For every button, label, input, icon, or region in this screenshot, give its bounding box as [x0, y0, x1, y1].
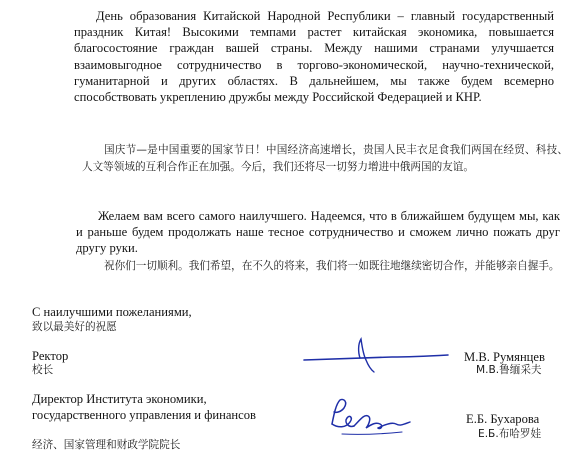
paragraph-wishes-ru: Желаем вам всего самого наилучшего. Надеемся, что в ближайшем будущем мы, как и раньше будем продолжать наше тесное сотрудничество и сможем лично пожать друг другу руки. — [76, 209, 560, 256]
rector-title-zh: 校长 — [32, 364, 54, 376]
closing-ru: С наилучшими пожеланиями, — [32, 305, 192, 319]
rector-signature — [300, 336, 450, 376]
paragraph-wishes-zh: 祝你们一切顺利。我们希望，在不久的将来，我们将一如既往地继续密切合作，并能够亲自握手。 — [104, 260, 560, 272]
director-name-ru: Е.Б. Бухарова — [466, 412, 540, 426]
director-title-zh: 经济、国家管理和财政学院院长 — [32, 439, 181, 451]
rector-name-ru: М.В. Румянцев — [464, 350, 545, 364]
rector-title-ru: Ректор — [32, 349, 69, 363]
director-title-ru: Директор Института экономики, государственного управления и финансов — [32, 392, 256, 423]
paragraph-national-day-ru: День образования Китайской Народной Республики – главный государственный праздник Китая! Высокими темпами растет китайская экономика, повышается благосостояние граждан вашей страны. Между нашими странами улучшается взаимовыгодное сотрудничество в торгово-экономической, научно-технической, гуманитарной и других областях. В дальнейшем, мы также будем всемерно способствовать укреплению дружбы между Российской Федерацией и КНР. — [74, 9, 554, 105]
paragraph-national-day-zh: 国庆节—是中国重要的国家节日！中国经济高速增长，贵国人民丰衣足食我们两国在经贸、科技、人文等领域的互利合作正在加强。今后，我们还将尽一切努力增进中俄两国的友谊。 — [82, 144, 568, 173]
rector-name-zh: M.B.鲁缅采夫 — [476, 364, 542, 376]
closing-zh: 致以最美好的祝愿 — [32, 321, 117, 333]
director-name-zh: E.Б.布哈罗娃 — [478, 428, 542, 440]
director-signature — [322, 394, 418, 440]
